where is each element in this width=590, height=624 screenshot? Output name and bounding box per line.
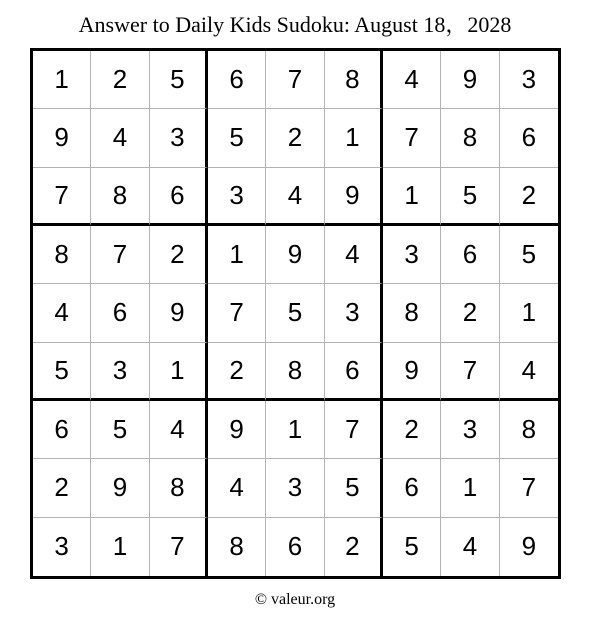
- sudoku-cell-r1-c7: 4: [383, 51, 441, 109]
- sudoku-cell-r9-c3: 7: [150, 518, 208, 576]
- sudoku-cell-r3-c3: 6: [150, 168, 208, 226]
- sudoku-cell-r5-c5: 5: [266, 284, 324, 342]
- sudoku-cell-r4-c3: 2: [150, 226, 208, 284]
- sudoku-cell-r6-c5: 8: [266, 343, 324, 401]
- sudoku-cell-r6-c3: 1: [150, 343, 208, 401]
- sudoku-cell-r8-c1: 2: [33, 459, 91, 517]
- sudoku-cell-r1-c3: 5: [150, 51, 208, 109]
- sudoku-cell-r7-c6: 7: [325, 401, 383, 459]
- sudoku-cell-r9-c2: 1: [91, 518, 149, 576]
- sudoku-cell-r5-c2: 6: [91, 284, 149, 342]
- sudoku-cell-r7-c4: 9: [208, 401, 266, 459]
- sudoku-cell-r3-c6: 9: [325, 168, 383, 226]
- sudoku-cell-r2-c3: 3: [150, 109, 208, 167]
- sudoku-cell-r3-c9: 2: [500, 168, 558, 226]
- sudoku-cell-r1-c5: 7: [266, 51, 324, 109]
- sudoku-cell-r5-c3: 9: [150, 284, 208, 342]
- sudoku-cell-r2-c1: 9: [33, 109, 91, 167]
- sudoku-cell-r2-c2: 4: [91, 109, 149, 167]
- sudoku-cell-r4-c8: 6: [441, 226, 499, 284]
- sudoku-cell-r4-c2: 7: [91, 226, 149, 284]
- sudoku-cell-r2-c5: 2: [266, 109, 324, 167]
- sudoku-cell-r4-c1: 8: [33, 226, 91, 284]
- sudoku-cell-r6-c8: 7: [441, 343, 499, 401]
- sudoku-cell-r3-c8: 5: [441, 168, 499, 226]
- sudoku-cell-r1-c9: 3: [500, 51, 558, 109]
- page-title: Answer to Daily Kids Sudoku: August 18，2028: [78, 12, 512, 37]
- sudoku-cell-r3-c4: 3: [208, 168, 266, 226]
- sudoku-cell-r5-c1: 4: [33, 284, 91, 342]
- sudoku-cell-r5-c9: 1: [500, 284, 558, 342]
- sudoku-cell-r4-c9: 5: [500, 226, 558, 284]
- sudoku-cell-r4-c5: 9: [266, 226, 324, 284]
- sudoku-cell-r3-c2: 8: [91, 168, 149, 226]
- copyright-footer: © valeur.org: [254, 591, 336, 608]
- sudoku-cell-r9-c6: 2: [325, 518, 383, 576]
- sudoku-cell-r7-c2: 5: [91, 401, 149, 459]
- sudoku-cell-r8-c2: 9: [91, 459, 149, 517]
- sudoku-cell-r4-c4: 1: [208, 226, 266, 284]
- sudoku-cell-r8-c8: 1: [441, 459, 499, 517]
- sudoku-cell-r3-c1: 7: [33, 168, 91, 226]
- sudoku-cell-r6-c4: 2: [208, 343, 266, 401]
- sudoku-cell-r8-c9: 7: [500, 459, 558, 517]
- sudoku-cell-r9-c5: 6: [266, 518, 324, 576]
- sudoku-cell-r9-c4: 8: [208, 518, 266, 576]
- sudoku-cell-r7-c9: 8: [500, 401, 558, 459]
- sudoku-cell-r2-c7: 7: [383, 109, 441, 167]
- sudoku-cell-r5-c6: 3: [325, 284, 383, 342]
- sudoku-cell-r8-c4: 4: [208, 459, 266, 517]
- sudoku-cell-r7-c3: 4: [150, 401, 208, 459]
- sudoku-cell-r7-c8: 3: [441, 401, 499, 459]
- sudoku-cell-r2-c6: 1: [325, 109, 383, 167]
- sudoku-cell-r6-c7: 9: [383, 343, 441, 401]
- sudoku-board: [30, 48, 561, 579]
- sudoku-cell-r2-c9: 6: [500, 109, 558, 167]
- sudoku-cell-r1-c4: 6: [208, 51, 266, 109]
- sudoku-cell-r8-c5: 3: [266, 459, 324, 517]
- sudoku-cell-r6-c9: 4: [500, 343, 558, 401]
- sudoku-cell-r6-c6: 6: [325, 343, 383, 401]
- sudoku-cell-r3-c5: 4: [266, 168, 324, 226]
- sudoku-cell-r6-c1: 5: [33, 343, 91, 401]
- sudoku-cell-r7-c5: 1: [266, 401, 324, 459]
- sudoku-cell-r8-c3: 8: [150, 459, 208, 517]
- sudoku-cell-r2-c8: 8: [441, 109, 499, 167]
- sudoku-cell-r1-c2: 2: [91, 51, 149, 109]
- sudoku-cell-r9-c1: 3: [33, 518, 91, 576]
- sudoku-cell-r4-c7: 3: [383, 226, 441, 284]
- sudoku-cell-r7-c1: 6: [33, 401, 91, 459]
- sudoku-cell-r5-c4: 7: [208, 284, 266, 342]
- sudoku-cell-r5-c8: 2: [441, 284, 499, 342]
- sudoku-cell-r7-c7: 2: [383, 401, 441, 459]
- sudoku-cell-r8-c6: 5: [325, 459, 383, 517]
- sudoku-cell-r9-c7: 5: [383, 518, 441, 576]
- sudoku-cell-r9-c9: 9: [521, 531, 537, 562]
- sudoku-cell-r1-c1: 1: [33, 51, 91, 109]
- sudoku-cell-r6-c2: 3: [91, 343, 149, 401]
- sudoku-cell-r4-c6: 4: [325, 226, 383, 284]
- sudoku-cell-r9-c8: 4: [441, 518, 499, 576]
- sudoku-cell-r3-c7: 1: [383, 168, 441, 226]
- sudoku-cell-r5-c7: 8: [383, 284, 441, 342]
- sudoku-cell-r2-c4: 5: [208, 109, 266, 167]
- sudoku-cell-r1-c6: 8: [325, 51, 383, 109]
- sudoku-cell-r1-c8: 9: [441, 51, 499, 109]
- sudoku-cell-r8-c7: 6: [383, 459, 441, 517]
